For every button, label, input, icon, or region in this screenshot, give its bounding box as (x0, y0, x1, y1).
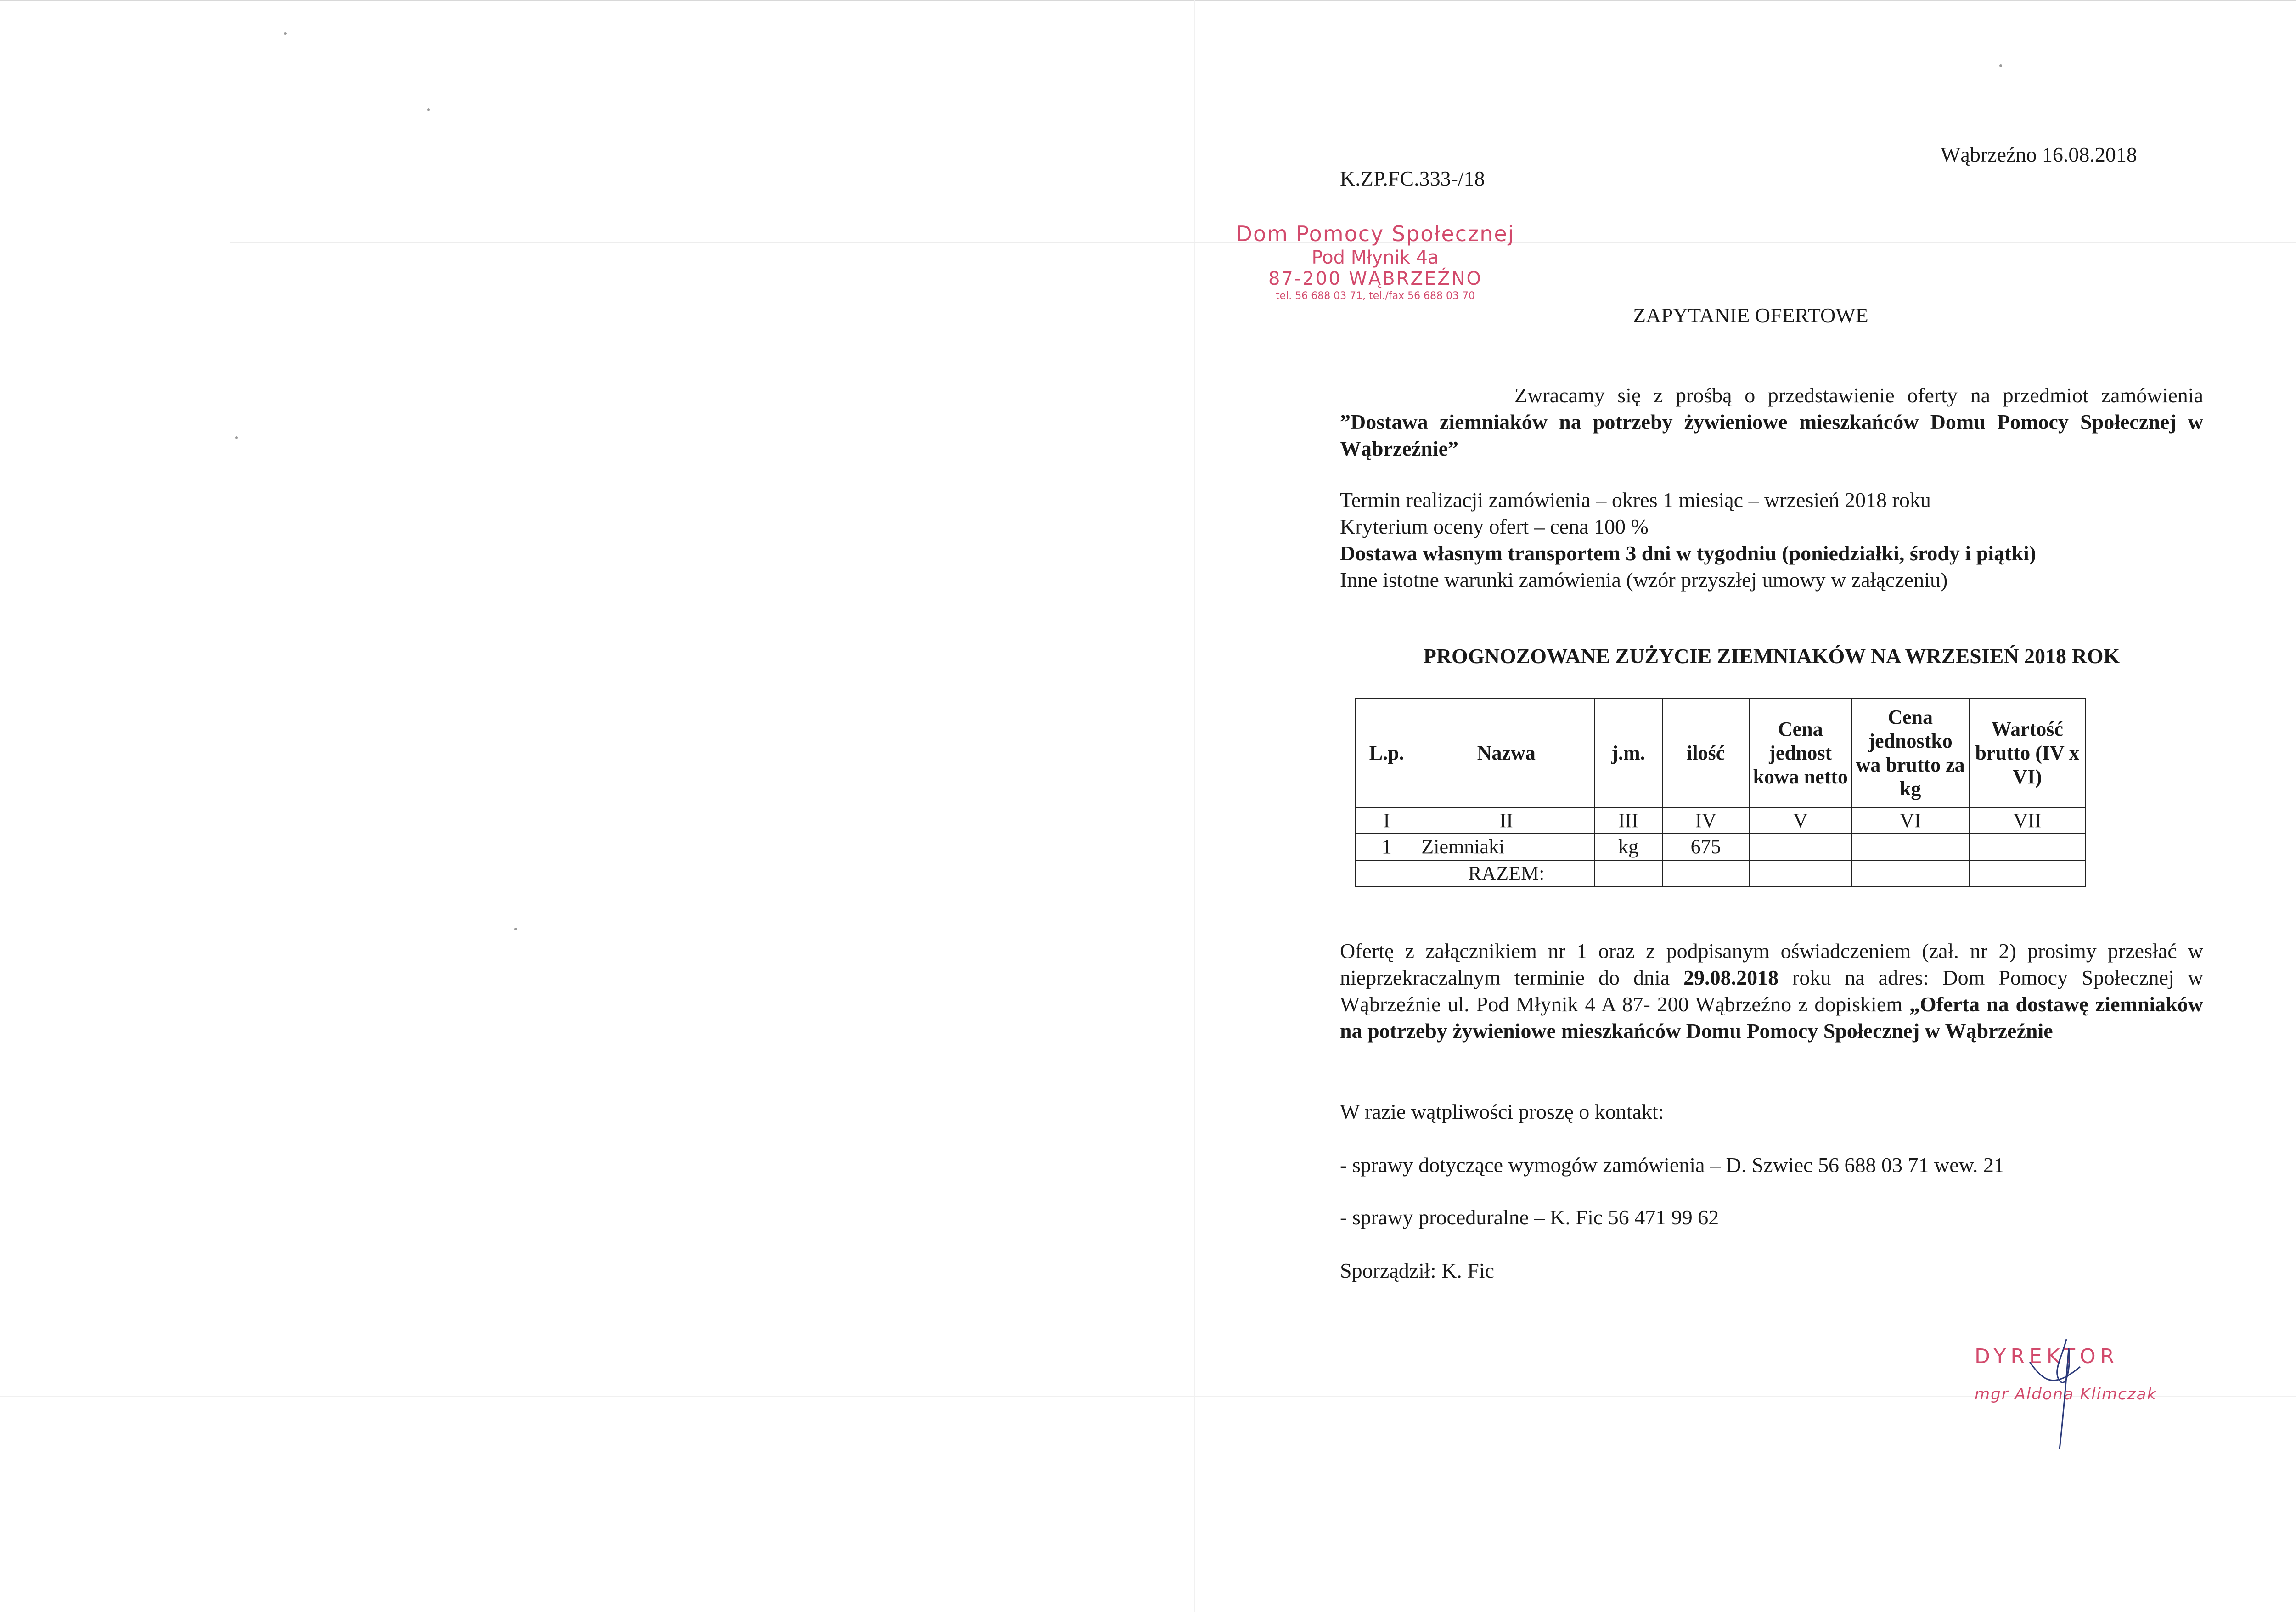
table-cell (1662, 860, 1750, 887)
table-header: L.p. (1355, 699, 1418, 808)
order-subject: ”Dostawa ziemniaków na potrzeby żywieniowe mieszkańców Domu Pomocy Społecznej w Wąbrzeźnie” (1340, 410, 2203, 460)
contact-line: - sprawy proceduralne – K. Fic 56 471 99 62 (1340, 1206, 1719, 1229)
table-header: Cena jednostko wa brutto za kg (1851, 699, 1970, 808)
closing-text: roku na adres: Dom Pomocy Społecznej w Wąbrzeźnie ul. Pod Młynik 4 A 87- 200 Wąbrzeźno z dopiskiem (1340, 966, 2203, 1016)
table-row (1355, 834, 2085, 860)
table-cell: VII (1969, 808, 2085, 834)
signature-title: DYREKTOR (1975, 1345, 2119, 1368)
closing-paragraph (1340, 938, 2203, 1044)
table-cell (1969, 860, 2085, 887)
table-cell: II (1418, 808, 1594, 834)
table-cell: IV (1662, 808, 1750, 834)
reference-number: K.ZP.FC.333-/18 (1340, 167, 1485, 190)
table-cell: 1 (1355, 834, 1418, 860)
deadline-date: 29.08.2018 (1683, 966, 1779, 989)
contact-intro: W razie wątpliwości proszę o kontakt: (1340, 1100, 1664, 1123)
table-cell (1969, 834, 2085, 860)
term-line: Termin realizacji zamówienia – okres 1 miesiąc – wrzesień 2018 roku (1340, 488, 1931, 512)
stamp-line: Dom Pomocy Społecznej (1236, 221, 1515, 246)
table-total-label: RAZEM: (1418, 860, 1594, 887)
scan-speck (284, 32, 287, 35)
table-cell (1851, 834, 1970, 860)
envelope-note: „Oferta na dostawę ziemniaków na potrzeby żywieniowe mieszkańców Domu Pomocy Społecznej w Wąbrzeźnie (1340, 992, 2203, 1043)
table-header-row (1355, 699, 2085, 808)
scan-speck (427, 108, 430, 111)
document-heading: ZAPYTANIE OFERTOWE (1633, 304, 1868, 327)
intro-text: Zwracamy się z prośbą o przedstawienie oferty na przedmiot zamówienia (1514, 383, 2203, 407)
table-cell (1594, 860, 1662, 887)
place-date: Wąbrzeźno 16.08.2018 (1941, 143, 2137, 166)
stamp-line: Pod Młynik 4a (1311, 247, 1439, 268)
table-header: Cena jednost kowa netto (1750, 699, 1851, 808)
table-cell (1355, 860, 1418, 887)
table-header: ilość (1662, 699, 1750, 808)
table-header: j.m. (1594, 699, 1662, 808)
scan-speck (235, 436, 238, 439)
contact-line: - sprawy dotyczące wymogów zamówienia – D. Szwiec 56 688 03 71 wew. 21 (1340, 1153, 2004, 1177)
table-cell (1750, 834, 1851, 860)
institution-stamp (1176, 220, 1575, 303)
scan-artifact-line (0, 1396, 2296, 1397)
table-total-row (1355, 860, 2085, 887)
table-cell: I (1355, 808, 1418, 834)
director-signature-stamp (1975, 1339, 2177, 1459)
intro-paragraph (1340, 382, 2203, 462)
term-line: Inne istotne warunki zamówienia (wzór przyszłej umowy w załączeniu) (1340, 568, 1948, 592)
table-cell: III (1594, 808, 1662, 834)
table-roman-row (1355, 808, 2085, 834)
table-cell: 675 (1662, 834, 1750, 860)
order-terms (1340, 487, 2036, 593)
table-cell: V (1750, 808, 1851, 834)
table-cell: VI (1851, 808, 1970, 834)
offer-table (1355, 698, 2086, 887)
closing-text: Ofertę z załącznikiem nr 1 oraz z podpisanym oświadczeniem (zał. nr 2) prosimy przesłać w nieprzekraczalnym terminie do dnia (1340, 939, 2203, 989)
table-title: PROGNOZOWANE ZUŻYCIE ZIEMNIAKÓW NA WRZESIEŃ 2018 ROK (1423, 644, 2120, 668)
table-cell (1750, 860, 1851, 887)
table-header: Nazwa (1418, 699, 1594, 808)
table-header: Wartość brutto (IV x VI) (1969, 699, 2085, 808)
scan-speck (514, 928, 517, 930)
stamp-line: tel. 56 688 03 71, tel./fax 56 688 03 70 (1275, 290, 1475, 302)
table-cell: kg (1594, 834, 1662, 860)
table-cell: Ziemniaki (1418, 834, 1594, 860)
scan-speck (1999, 64, 2002, 67)
stamp-line: 87-200 WĄBRZEŹNO (1268, 268, 1483, 289)
scan-edge (0, 0, 2296, 1)
prepared-by: Sporządził: K. Fic (1340, 1259, 1494, 1282)
term-line: Dostawa własnym transportem 3 dni w tygodniu (poniedziałki, środy i piątki) (1340, 541, 2037, 565)
signature-name: mgr Aldona Klimczak (1975, 1385, 2157, 1403)
table-cell (1851, 860, 1970, 887)
handwritten-signature (1975, 1339, 2177, 1459)
term-line: Kryterium oceny ofert – cena 100 % (1340, 515, 1649, 538)
